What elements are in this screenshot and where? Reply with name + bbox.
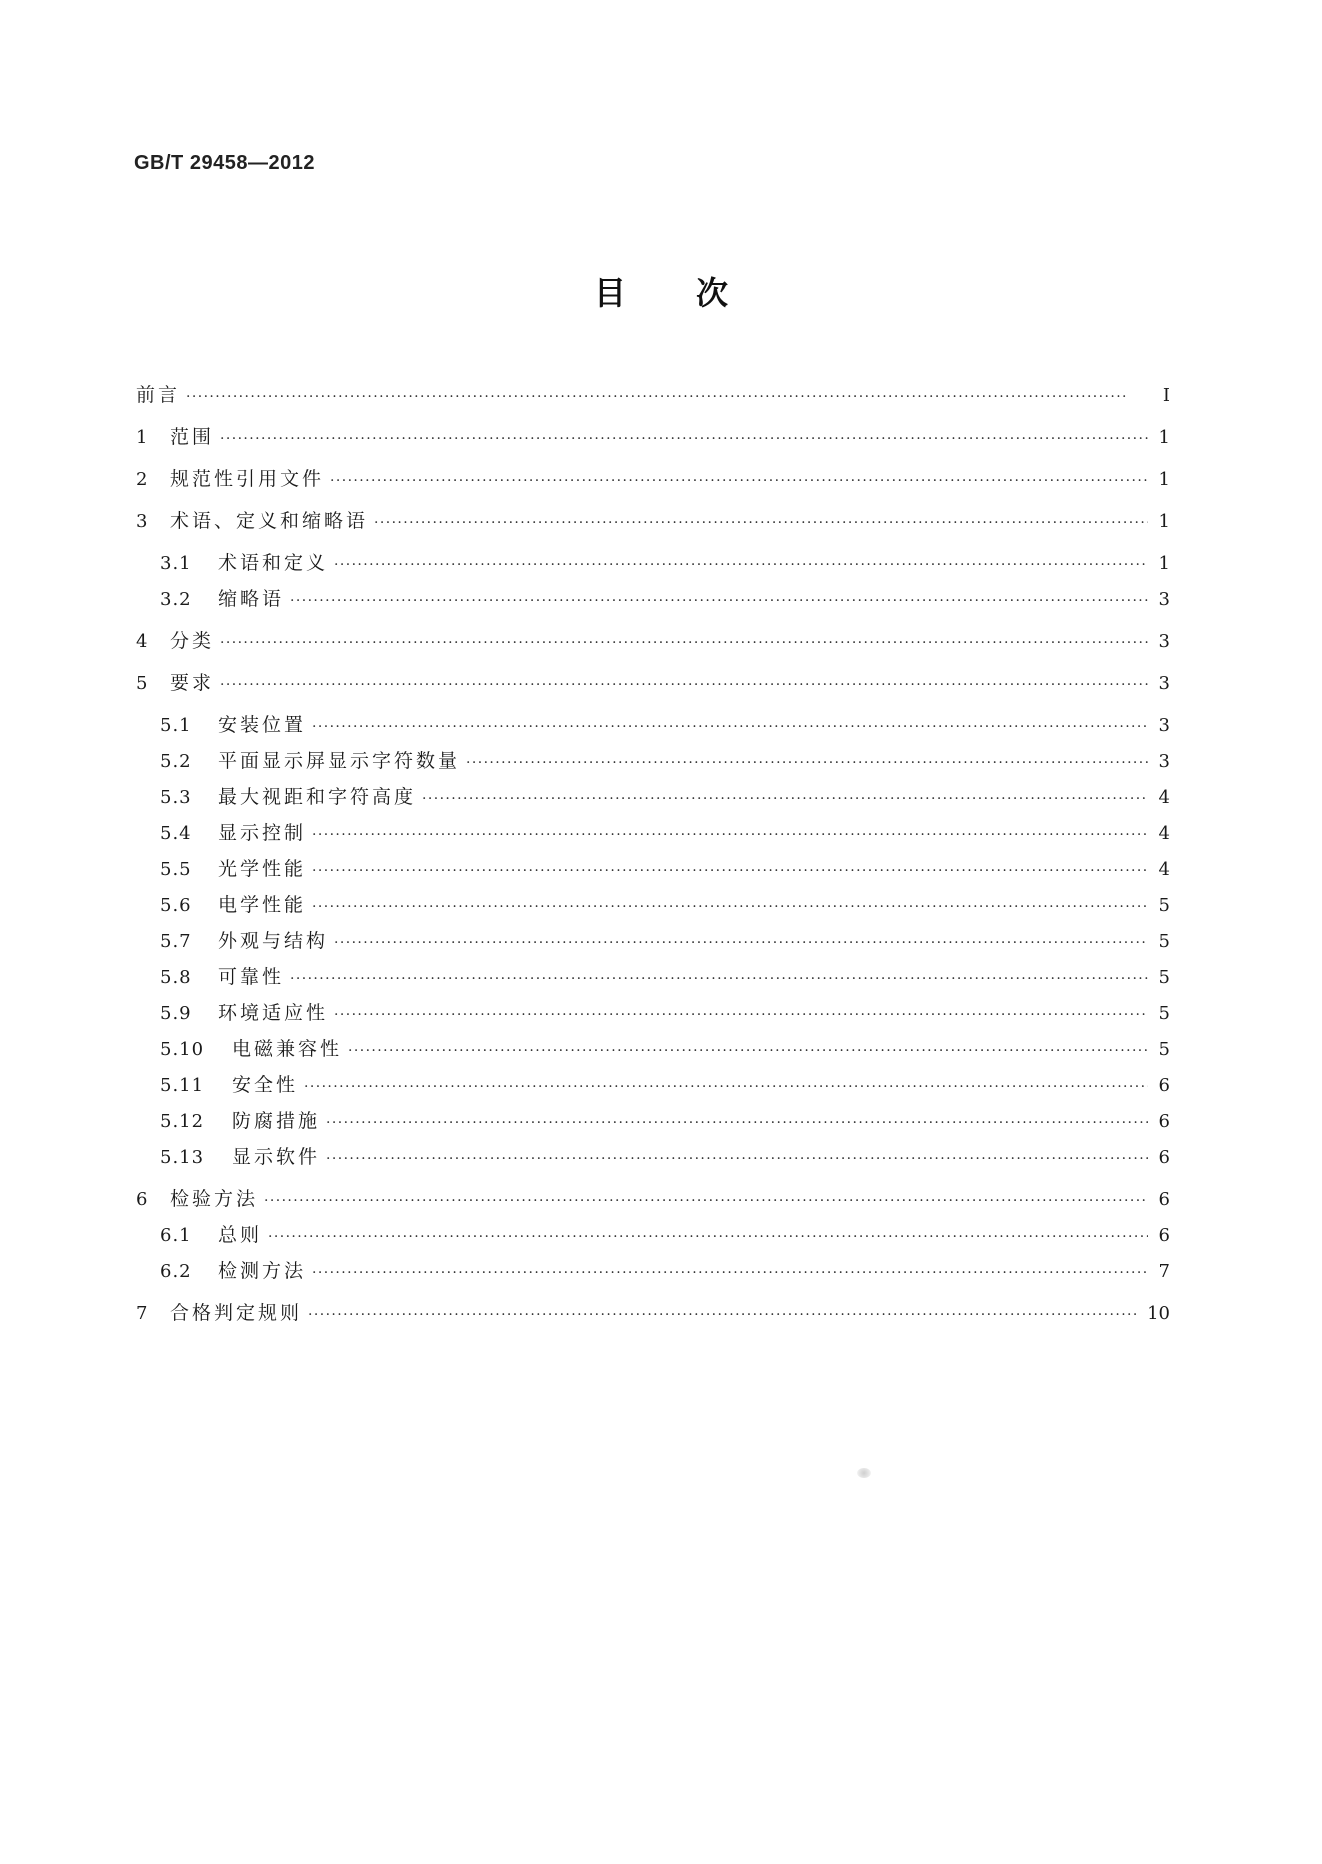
toc-entry[interactable] xyxy=(136,584,1170,614)
toc-entry[interactable] xyxy=(136,1106,1170,1136)
toc-entry[interactable] xyxy=(136,890,1170,920)
toc-entry-page: 6 xyxy=(1158,1147,1170,1168)
toc-leader-dots xyxy=(220,628,1148,658)
toc-entry-title: 前言 xyxy=(136,384,181,406)
toc-entry-label xyxy=(136,962,284,993)
toc-leader-dots xyxy=(220,424,1148,454)
toc-entry[interactable] xyxy=(136,548,1170,578)
toc-entry-title: 外观与结构 xyxy=(218,930,329,952)
toc-entry-title: 术语、定义和缩略语 xyxy=(170,510,369,532)
toc-entry-label xyxy=(136,1256,306,1287)
toc-entry-title: 检验方法 xyxy=(170,1188,259,1210)
toc-entry[interactable] xyxy=(136,1256,1170,1286)
toc-entry-title: 最大视距和字符高度 xyxy=(218,786,417,808)
toc-entry-number: 5.8 xyxy=(160,967,192,988)
toc-entry-label xyxy=(136,1184,258,1215)
toc-entry-number: 6.2 xyxy=(160,1261,192,1282)
toc-entry-page: 3 xyxy=(1158,715,1170,736)
toc-entry-title: 电磁兼容性 xyxy=(232,1038,343,1060)
toc-leader-dots xyxy=(220,670,1148,700)
toc-entry-label xyxy=(136,1220,262,1251)
toc-entry-title: 检测方法 xyxy=(218,1260,307,1282)
toc-entry-label xyxy=(136,626,214,657)
toc-entry[interactable] xyxy=(136,710,1170,740)
toc-entry[interactable] xyxy=(136,422,1170,452)
toc-entry-page: 10 xyxy=(1147,1303,1170,1324)
toc-entry-label xyxy=(136,1298,302,1329)
toc-entry-number: 6 xyxy=(136,1189,149,1210)
toc-leader-dots xyxy=(312,856,1148,886)
toc-leader-dots xyxy=(308,1300,1139,1330)
toc-entry-label xyxy=(136,998,328,1029)
toc-leader-dots xyxy=(312,820,1148,850)
scan-smudge xyxy=(857,1468,871,1478)
toc-entry-title: 防腐措施 xyxy=(232,1110,321,1132)
toc-leader-dots xyxy=(330,466,1148,496)
toc-entry-label xyxy=(136,1106,320,1137)
toc-leader-dots xyxy=(326,1108,1148,1138)
toc-entry-number: 5.7 xyxy=(160,931,192,952)
toc-entry-number: 5.1 xyxy=(160,715,192,736)
toc-leader-dots xyxy=(304,1072,1148,1102)
toc-entry-page: 5 xyxy=(1158,967,1170,988)
toc-entry-title: 光学性能 xyxy=(218,858,307,880)
toc-entry-page: 7 xyxy=(1158,1261,1170,1282)
toc-entry[interactable] xyxy=(136,1070,1170,1100)
toc-entry-page: 1 xyxy=(1158,427,1170,448)
toc-entry-number: 3.2 xyxy=(160,589,192,610)
toc-entry[interactable] xyxy=(136,1184,1170,1214)
toc-entry-label xyxy=(136,818,306,849)
toc-entry-number: 4 xyxy=(136,631,149,652)
toc-entry[interactable] xyxy=(136,854,1170,884)
toc-entry-page: 5 xyxy=(1158,895,1170,916)
toc-entry[interactable] xyxy=(136,746,1170,776)
toc-entry[interactable] xyxy=(136,1142,1170,1172)
standard-code: GB/T 29458—2012 xyxy=(134,152,315,174)
toc-entry-title: 平面显示屏显示字符数量 xyxy=(218,750,461,772)
toc-leader-dots xyxy=(312,712,1148,742)
toc-leader-dots xyxy=(348,1036,1148,1066)
toc-entry-label xyxy=(136,854,306,885)
toc-entry-page: 4 xyxy=(1158,859,1170,880)
toc-entry-page: 6 xyxy=(1158,1189,1170,1210)
toc-entry-number: 5.6 xyxy=(160,895,192,916)
toc-entry[interactable] xyxy=(136,962,1170,992)
toc-entry-label xyxy=(136,1034,342,1065)
toc-entry-number: 5.13 xyxy=(160,1147,205,1168)
toc-entry-title: 要求 xyxy=(170,672,215,694)
toc-leader-dots xyxy=(186,382,1148,412)
toc-leader-dots xyxy=(268,1222,1148,1252)
toc-entry-number: 6.1 xyxy=(160,1225,192,1246)
toc-entry-title: 合格判定规则 xyxy=(170,1302,303,1324)
toc-entry-page: 5 xyxy=(1158,931,1170,952)
toc-leader-dots xyxy=(466,748,1148,778)
toc-entry-number: 5.12 xyxy=(160,1111,205,1132)
toc-entry-number: 3.1 xyxy=(160,553,192,574)
toc-entry-number: 5.11 xyxy=(160,1075,205,1096)
toc-entry-page: 3 xyxy=(1158,751,1170,772)
toc-leader-dots xyxy=(334,550,1148,580)
toc-entry-title: 术语和定义 xyxy=(218,552,329,574)
toc-entry[interactable] xyxy=(136,380,1170,410)
toc-entry[interactable] xyxy=(136,1034,1170,1064)
toc-entry-page: 4 xyxy=(1158,787,1170,808)
toc-entry-title: 安全性 xyxy=(232,1074,299,1096)
toc-entry-label xyxy=(136,926,328,957)
toc-leader-dots xyxy=(374,508,1148,538)
toc-entry-label xyxy=(136,710,306,741)
toc-entry-page: 6 xyxy=(1158,1075,1170,1096)
toc-entry-label xyxy=(136,464,324,495)
toc-entry-page: 1 xyxy=(1158,553,1170,574)
toc-entry[interactable] xyxy=(136,818,1170,848)
toc-entry-number: 7 xyxy=(136,1303,149,1324)
toc-entry[interactable] xyxy=(136,668,1170,698)
toc-entry-page: 3 xyxy=(1158,673,1170,694)
toc-entry-title: 范围 xyxy=(170,426,215,448)
toc-entry-page: 1 xyxy=(1158,469,1170,490)
toc-leader-dots xyxy=(422,784,1148,814)
toc-entry-title: 显示控制 xyxy=(218,822,307,844)
toc-entry-number: 5.4 xyxy=(160,823,192,844)
toc-leader-dots xyxy=(334,928,1148,958)
toc-entry-label xyxy=(136,506,368,537)
toc-entry-page: 6 xyxy=(1158,1111,1170,1132)
toc-entry-number: 5.10 xyxy=(160,1039,205,1060)
toc-entry-label xyxy=(136,380,180,410)
toc-leader-dots xyxy=(312,1258,1148,1288)
toc-entry[interactable] xyxy=(136,506,1170,536)
toc-entry-page: 5 xyxy=(1158,1039,1170,1060)
toc-entry-number: 5.9 xyxy=(160,1003,192,1024)
toc-leader-dots xyxy=(290,586,1148,616)
page-title xyxy=(0,268,1322,314)
toc-entry-page: 4 xyxy=(1158,823,1170,844)
toc-entry[interactable] xyxy=(136,626,1170,656)
title-char-2: 次 xyxy=(696,274,729,312)
toc-entry-title: 分类 xyxy=(170,630,215,652)
toc-entry[interactable] xyxy=(136,782,1170,812)
toc-entry-page: 5 xyxy=(1158,1003,1170,1024)
toc-entry-title: 缩略语 xyxy=(218,588,285,610)
toc-entry-number: 5 xyxy=(136,673,149,694)
toc-entry[interactable] xyxy=(136,1298,1170,1328)
title-char-1: 目 xyxy=(593,274,626,312)
toc-entry-number: 3 xyxy=(136,511,149,532)
toc-leader-dots xyxy=(312,892,1148,922)
toc-entry-title: 可靠性 xyxy=(218,966,285,988)
toc-entry-number: 5.3 xyxy=(160,787,192,808)
toc-entry-title: 安装位置 xyxy=(218,714,307,736)
toc-leader-dots xyxy=(264,1186,1148,1216)
toc-leader-dots xyxy=(334,1000,1148,1030)
toc-entry-page: 1 xyxy=(1158,511,1170,532)
toc-entry[interactable] xyxy=(136,998,1170,1028)
toc-entry-label xyxy=(136,548,328,579)
toc-entry-label xyxy=(136,668,214,699)
toc-leader-dots xyxy=(290,964,1148,994)
toc-entry-label xyxy=(136,422,214,453)
toc-entry-title: 电学性能 xyxy=(218,894,307,916)
toc-entry-number: 5.5 xyxy=(160,859,192,880)
toc-entry-label xyxy=(136,1142,320,1173)
toc-entry-page: 6 xyxy=(1158,1225,1170,1246)
toc-leader-dots xyxy=(326,1144,1148,1174)
toc-entry-title: 环境适应性 xyxy=(218,1002,329,1024)
toc-entry-number: 2 xyxy=(136,469,149,490)
toc-entry-label xyxy=(136,782,416,813)
toc-entry[interactable] xyxy=(136,926,1170,956)
toc-entry-title: 显示软件 xyxy=(232,1146,321,1168)
toc-entry-title: 总则 xyxy=(218,1224,263,1246)
toc-entry[interactable] xyxy=(136,1220,1170,1250)
toc-entry-page: Ⅰ xyxy=(1162,385,1170,406)
toc-entry-page: 3 xyxy=(1158,589,1170,610)
toc-entry[interactable] xyxy=(136,464,1170,494)
toc-entry-label xyxy=(136,584,284,615)
toc-entry-number: 5.2 xyxy=(160,751,192,772)
toc-entry-title: 规范性引用文件 xyxy=(170,468,325,490)
toc-entry-number: 1 xyxy=(136,427,149,448)
toc-entry-label xyxy=(136,746,460,777)
toc-entry-label xyxy=(136,1070,298,1101)
toc-entry-page: 3 xyxy=(1158,631,1170,652)
toc-entry-label xyxy=(136,890,306,921)
